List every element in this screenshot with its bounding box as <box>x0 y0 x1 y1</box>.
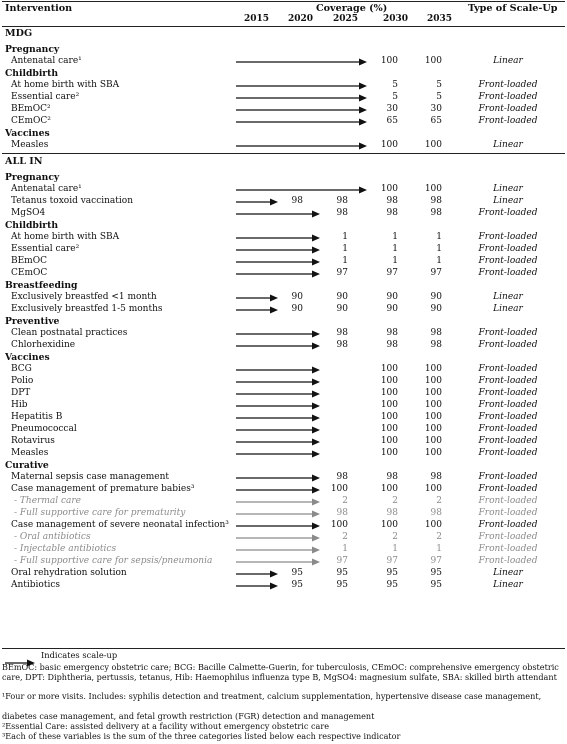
table-cell-value: 100 <box>424 184 442 194</box>
table-cell-value: 100 <box>380 436 398 446</box>
table-cell-value: 100 <box>380 448 398 458</box>
table-row-label: Antibiotics <box>11 580 61 590</box>
table-row-type: Front-loaded <box>478 388 538 398</box>
table-cell-value: 100 <box>330 520 348 530</box>
table-cell-value: 2 <box>392 532 398 542</box>
table-cell-value: 1 <box>392 544 398 554</box>
scale-up-arrow-icon <box>236 94 367 102</box>
table-cell-value: 100 <box>424 424 442 434</box>
table-cell-value: 100 <box>424 140 442 150</box>
table-row-label: BCG <box>11 364 32 374</box>
table-cell-value: 100 <box>330 484 348 494</box>
scale-up-arrow-icon <box>236 330 320 338</box>
footnote-1a: ¹Four or more visits. Includes: syphilis detection and treatment, calcium supplementation, hypertensive disease case management, <box>2 691 542 701</box>
table-row-type: Linear <box>493 56 523 66</box>
group-title: Pregnancy <box>5 44 60 55</box>
table-cell-value: 100 <box>380 520 398 530</box>
table-cell-value: 100 <box>380 412 398 422</box>
table-row-label: Essential care² <box>11 92 80 102</box>
table-cell-value: 2 <box>392 496 398 506</box>
table-cell-value: 90 <box>386 304 398 314</box>
table-cell-value: 100 <box>424 400 442 410</box>
table-row-type: Front-loaded <box>478 268 538 278</box>
table-cell-value: 98 <box>336 328 348 338</box>
group-title: Childbirth <box>5 220 59 231</box>
scale-up-arrow-icon <box>236 378 320 386</box>
table-cell-value: 98 <box>291 196 303 206</box>
table-cell-value: 98 <box>336 508 348 518</box>
table-row-type: Front-loaded <box>478 244 538 254</box>
group-title: Vaccines <box>5 352 50 363</box>
table-cell-value: 100 <box>424 388 442 398</box>
footnote-3: ³Each of these variables is the sum of the three categories listed below each respective indicator <box>2 731 401 741</box>
table-row-type: Front-loaded <box>478 80 538 90</box>
scale-up-arrow-icon <box>236 546 320 554</box>
table-row-label: Exclusively breastfed 1-5 months <box>11 304 163 314</box>
table-cell-value: 97 <box>386 556 398 566</box>
scale-up-arrow-icon <box>236 58 367 66</box>
table-row-label: BEmOC <box>11 256 47 266</box>
scale-up-arrow-icon <box>236 186 367 194</box>
table-cell-value: 90 <box>291 304 303 314</box>
table-row-type: Front-loaded <box>478 472 538 482</box>
table-row-type: Front-loaded <box>478 412 538 422</box>
table-cell-value: 100 <box>424 520 442 530</box>
table-cell-value: 2 <box>436 496 442 506</box>
table-row-type: Front-loaded <box>478 496 538 506</box>
section-title: MDG <box>5 28 33 39</box>
table-cell-value: 98 <box>386 328 398 338</box>
table-row-label: Case management of premature babies³ <box>11 484 195 494</box>
table-cell-value: 1 <box>392 256 398 266</box>
scale-up-arrow-icon <box>236 426 320 434</box>
header-year-2030: 2030 <box>383 14 409 24</box>
table-cell-value: 95 <box>386 580 398 590</box>
header-rule <box>2 26 565 27</box>
table-row-label: Polio <box>11 376 34 386</box>
scale-up-arrow-icon <box>236 450 320 458</box>
header-coverage: Coverage (%) <box>316 3 388 14</box>
scale-up-arrow-icon <box>236 306 278 314</box>
table-cell-value: 90 <box>336 304 348 314</box>
table-cell-value: 100 <box>424 448 442 458</box>
table-cell-value: 100 <box>424 376 442 386</box>
table-row-label: CEmOC <box>11 268 48 278</box>
table-cell-value: 1 <box>436 232 442 242</box>
table-cell-value: 100 <box>380 184 398 194</box>
table-row-type: Front-loaded <box>478 448 538 458</box>
scale-up-arrow-icon <box>236 414 320 422</box>
table-cell-value: 100 <box>424 364 442 374</box>
group-title: Breastfeeding <box>5 280 78 291</box>
table-row-type: Front-loaded <box>478 340 538 350</box>
table-cell-value: 98 <box>430 328 442 338</box>
table-cell-value: 65 <box>430 116 442 126</box>
table-cell-value: 95 <box>430 568 442 578</box>
table-cell-value: 30 <box>430 104 442 114</box>
scale-up-arrow-icon <box>236 522 320 530</box>
scale-up-arrow-icon <box>236 534 320 542</box>
table-row-label: Tetanus toxoid vaccination <box>11 196 133 206</box>
table-row-type: Linear <box>493 196 523 206</box>
section-rule <box>2 153 565 154</box>
table-cell-value: 98 <box>386 472 398 482</box>
table-row-label: Oral rehydration solution <box>11 568 127 578</box>
table-cell-value: 90 <box>386 292 398 302</box>
table-cell-value: 1 <box>342 256 348 266</box>
table-cell-value: 97 <box>430 268 442 278</box>
table-cell-value: 98 <box>386 196 398 206</box>
group-title: Childbirth <box>5 68 59 79</box>
header-type: Type of Scale-Up <box>468 3 558 14</box>
table-cell-value: 65 <box>386 116 398 126</box>
scale-up-arrow-icon <box>236 234 320 242</box>
scale-up-arrow-icon <box>236 582 278 590</box>
table-row-type: Front-loaded <box>478 520 538 530</box>
scale-up-arrow-icon <box>236 198 278 206</box>
table-cell-value: 100 <box>424 412 442 422</box>
scale-up-arrow-icon <box>236 498 320 506</box>
table-row-label: Pneumococcal <box>11 424 77 434</box>
table-cell-value: 1 <box>436 544 442 554</box>
legend-text: Indicates scale-up <box>41 650 118 660</box>
table-row-type: Front-loaded <box>478 232 538 242</box>
table-cell-value: 100 <box>380 388 398 398</box>
table-cell-value: 97 <box>336 268 348 278</box>
table-cell-value: 98 <box>430 340 442 350</box>
scale-up-arrow-icon <box>236 258 320 266</box>
table-row-label: BEmOC² <box>11 104 51 114</box>
scale-up-arrow-icon <box>236 210 320 218</box>
table-cell-value: 98 <box>386 340 398 350</box>
table-row-type: Linear <box>493 580 523 590</box>
table-row-type: Front-loaded <box>478 364 538 374</box>
table-row-label: Essential care² <box>11 244 80 254</box>
table-row-label: - Thermal care <box>14 496 82 506</box>
table-cell-value: 90 <box>430 292 442 302</box>
group-title: Curative <box>5 460 49 471</box>
header-year-2025: 2025 <box>333 14 359 24</box>
table-row-label: At home birth with SBA <box>11 232 120 242</box>
table-row-label: Antenatal care¹ <box>11 184 82 194</box>
header-year-2035: 2035 <box>427 14 453 24</box>
table-cell-value: 98 <box>430 472 442 482</box>
scale-up-arrow-icon <box>236 366 320 374</box>
table-row-type: Front-loaded <box>478 376 538 386</box>
table-row-label: Hepatitis B <box>11 412 63 422</box>
table-cell-value: 100 <box>380 484 398 494</box>
table-cell-value: 1 <box>392 244 398 254</box>
table-cell-value: 100 <box>380 424 398 434</box>
table-cell-value: 97 <box>386 268 398 278</box>
header-year-2020: 2020 <box>288 14 314 24</box>
table-cell-value: 97 <box>336 556 348 566</box>
coverage-table <box>2 0 565 744</box>
scale-up-arrow-icon <box>236 246 320 254</box>
table-row-label: - Full supportive care for prematurity <box>14 508 186 518</box>
table-cell-value: 95 <box>430 580 442 590</box>
table-row-type: Front-loaded <box>478 256 538 266</box>
scale-up-arrow-icon <box>236 294 278 302</box>
table-cell-value: 97 <box>430 556 442 566</box>
table-cell-value: 98 <box>386 508 398 518</box>
table-cell-value: 98 <box>336 196 348 206</box>
table-cell-value: 5 <box>392 80 398 90</box>
table-cell-value: 5 <box>436 80 442 90</box>
table-cell-value: 90 <box>291 292 303 302</box>
table-row-type: Front-loaded <box>478 116 538 126</box>
table-row-label: CEmOC² <box>11 116 51 126</box>
table-cell-value: 100 <box>380 364 398 374</box>
table-cell-value: 95 <box>336 568 348 578</box>
table-row-label: Maternal sepsis case management <box>11 472 170 482</box>
table-cell-value: 95 <box>291 580 303 590</box>
footnote-abbreviations: BEmOC: basic emergency obstetric care; BCG: Bacille Calmette-Guerin, for tuberculosis, CEmOC: comprehensive emergency obstetric care, DPT: Diphtheria, pertussis, tetanus, Hib: Haemophilus influenza type B, MgSO4: magnesium sulfate, SBA: skilled birth attendant <box>2 662 559 682</box>
table-row-label: Measles <box>11 140 49 150</box>
table-cell-value: 98 <box>430 208 442 218</box>
table-cell-value: 1 <box>392 232 398 242</box>
table-row-type: Linear <box>493 292 523 302</box>
table-row-type: Front-loaded <box>478 424 538 434</box>
table-row-label: At home birth with SBA <box>11 80 120 90</box>
header-year-2015: 2015 <box>244 14 270 24</box>
table-cell-value: 98 <box>386 208 398 218</box>
footnote-2: ²Essential Care: assisted delivery at a facility without emergency obstetric care <box>2 721 329 731</box>
scale-up-arrow-icon <box>236 342 320 350</box>
table-cell-value: 100 <box>380 56 398 66</box>
table-cell-value: 2 <box>436 532 442 542</box>
table-row-type: Front-loaded <box>478 92 538 102</box>
scale-up-arrow-icon <box>236 570 278 578</box>
table-cell-value: 1 <box>436 256 442 266</box>
table-cell-value: 1 <box>342 232 348 242</box>
table-cell-value: 1 <box>436 244 442 254</box>
table-cell-value: 100 <box>380 140 398 150</box>
top-rule <box>2 1 565 2</box>
table-cell-value: 98 <box>336 472 348 482</box>
scale-up-arrow-icon <box>236 270 320 278</box>
scale-up-arrow-icon <box>236 402 320 410</box>
table-row-type: Linear <box>493 140 523 150</box>
table-cell-value: 5 <box>392 92 398 102</box>
table-row-type: Front-loaded <box>478 208 538 218</box>
table-row-label: DPT <box>11 388 31 398</box>
scale-up-arrow-icon <box>236 390 320 398</box>
table-row-type: Front-loaded <box>478 484 538 494</box>
table-cell-value: 95 <box>336 580 348 590</box>
table-row-type: Front-loaded <box>478 400 538 410</box>
table-cell-value: 90 <box>430 304 442 314</box>
table-cell-value: 30 <box>386 104 398 114</box>
table-row-label: Rotavirus <box>11 436 55 446</box>
group-title: Pregnancy <box>5 172 60 183</box>
section-title: ALL IN <box>5 156 43 167</box>
scale-up-arrow-icon <box>236 486 320 494</box>
table-cell-value: 5 <box>436 92 442 102</box>
table-cell-value: 95 <box>386 568 398 578</box>
table-cell-value: 98 <box>430 508 442 518</box>
scale-up-arrow-icon <box>236 82 367 90</box>
table-cell-value: 95 <box>291 568 303 578</box>
table-row-label: - Full supportive care for sepsis/pneumonia <box>14 556 213 566</box>
table-cell-value: 2 <box>342 532 348 542</box>
scale-up-arrow-icon <box>236 142 367 150</box>
table-cell-value: 98 <box>430 196 442 206</box>
footnote-1b: diabetes case management, and fetal growth restriction (FGR) detection and management <box>2 711 375 721</box>
bottom-rule <box>2 648 565 649</box>
group-title: Preventive <box>5 316 60 327</box>
table-cell-value: 100 <box>380 376 398 386</box>
table-row-type: Linear <box>493 184 523 194</box>
scale-up-arrow-icon <box>236 118 367 126</box>
table-row-type: Front-loaded <box>478 556 538 566</box>
table-cell-value: 100 <box>380 400 398 410</box>
table-row-type: Front-loaded <box>478 532 538 542</box>
table-row-type: Front-loaded <box>478 328 538 338</box>
table-row-label: Measles <box>11 448 49 458</box>
table-row-label: Antenatal care¹ <box>11 56 82 66</box>
table-row-label: Hib <box>11 400 28 410</box>
table-row-label: - Injectable antibiotics <box>14 544 117 554</box>
table-row-label: Case management of severe neonatal infection³ <box>11 520 229 530</box>
table-row-label: - Oral antibiotics <box>14 532 91 542</box>
table-cell-value: 90 <box>336 292 348 302</box>
table-row-label: Chlorhexidine <box>11 340 76 350</box>
table-cell-value: 1 <box>342 544 348 554</box>
table-row-type: Linear <box>493 304 523 314</box>
table-cell-value: 98 <box>336 340 348 350</box>
table-cell-value: 100 <box>424 484 442 494</box>
table-cell-value: 100 <box>424 436 442 446</box>
scale-up-arrow-icon <box>236 438 320 446</box>
scale-up-arrow-icon <box>236 474 320 482</box>
header-intervention: Intervention <box>5 3 73 14</box>
table-row-label: MgSO4 <box>11 208 46 218</box>
table-row-type: Front-loaded <box>478 508 538 518</box>
table-cell-value: 1 <box>342 244 348 254</box>
group-title: Vaccines <box>5 128 50 139</box>
scale-up-arrow-icon <box>236 106 367 114</box>
table-row-type: Linear <box>493 568 523 578</box>
table-row-type: Front-loaded <box>478 436 538 446</box>
table-cell-value: 100 <box>424 56 442 66</box>
table-row-label: Exclusively breastfed <1 month <box>11 292 157 302</box>
scale-up-arrow-icon <box>236 558 320 566</box>
table-row-label: Clean postnatal practices <box>11 328 128 338</box>
scale-up-arrow-icon <box>236 510 320 518</box>
table-cell-value: 2 <box>342 496 348 506</box>
table-cell-value: 98 <box>336 208 348 218</box>
table-row-type: Front-loaded <box>478 544 538 554</box>
table-row-type: Front-loaded <box>478 104 538 114</box>
